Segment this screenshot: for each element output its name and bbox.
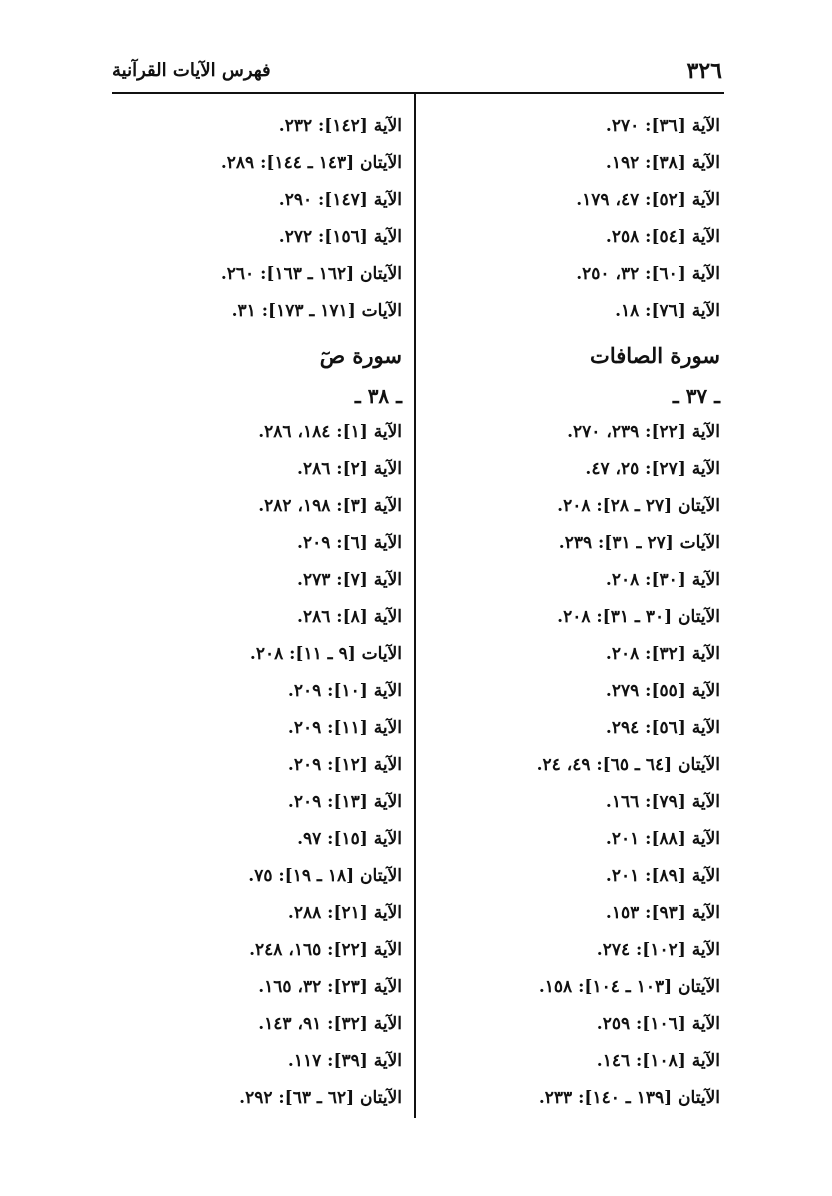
page-header: [112, 52, 722, 92]
verse-entry: الآية [١٢]: ٢٠٩.: [287, 755, 402, 775]
verse-entry: الآية [١٠٢]: ٢٧٤.: [596, 940, 720, 960]
verse-entry: الآية [٥٢]: ٤٧، ١٧٩.: [576, 190, 720, 210]
page-title: فهرس الآيات القرآنية: [112, 60, 271, 81]
verse-entry: الآيتان [٣٠ ـ ٣١]: ٢٠٨.: [557, 607, 720, 627]
verse-entry: الآية [٢٧]: ٢٥، ٤٧.: [585, 459, 720, 479]
verse-entry: الآية [٢٣]: ٣٢، ١٦٥.: [258, 977, 402, 997]
entries-block-surah-37-continued: [102, 108, 402, 330]
verse-entry: الآيتان [١٤٣ ـ ١٤٤]: ٢٨٩.: [220, 153, 402, 173]
verse-entry: الآيات [٩ ـ ١١]: ٢٠٨.: [249, 644, 402, 664]
column-divider: [414, 94, 416, 1118]
verse-entry: الآيتان [٦٤ ـ ٦٥]: ٤٩، ٢٤.: [536, 755, 720, 775]
verse-entry: الآية [١٤٧]: ٢٩٠.: [278, 190, 402, 210]
entries-block-surah-38: [102, 414, 402, 1117]
verse-entry: الآية [٧]: ٢٧٣.: [297, 570, 402, 590]
surah-number: ـ ٣٧ ـ: [672, 384, 720, 408]
verse-entry: الآية [٨٩]: ٢٠١.: [605, 866, 720, 886]
verse-entry: الآية [١٤٢]: ٢٣٢.: [278, 116, 402, 136]
verse-entry: الآية [٧٩]: ١٦٦.: [605, 792, 720, 812]
verse-entry: الآية [١٠٦]: ٢٥٩.: [596, 1014, 720, 1034]
verse-entry: الآية [٣٨]: ١٩٢.: [605, 153, 720, 173]
entries-block-surah-36-continued: [424, 108, 720, 330]
verse-entry: الآية [٢١]: ٢٨٨.: [287, 903, 402, 923]
verse-entry: الآية [٧٦]: ١٨.: [615, 301, 720, 321]
verse-entry: الآية [١٠]: ٢٠٩.: [287, 681, 402, 701]
verse-entry: الآية [٢٢]: ٢٣٩، ٢٧٠.: [567, 422, 720, 442]
verse-entry: الآية [٣٢]: ٢٠٨.: [605, 644, 720, 664]
verse-entry: الآية [٦]: ٢٠٩.: [297, 533, 402, 553]
verse-entry: الآيات [١٧١ ـ ١٧٣]: ٣١.: [231, 301, 402, 321]
verse-entry: الآية [١٣]: ٢٠٩.: [287, 792, 402, 812]
verse-entry: الآية [٨]: ٢٨٦.: [297, 607, 402, 627]
verse-entry: الآية [٣٦]: ٢٧٠.: [605, 116, 720, 136]
verse-entry: الآية [٦٠]: ٣٢، ٢٥٠.: [576, 264, 720, 284]
verse-entry: الآية [٥٤]: ٢٥٨.: [605, 227, 720, 247]
verse-entry: الآيات [٢٧ ـ ٣١]: ٢٣٩.: [558, 533, 720, 553]
verse-entry: الآيتان [٦٢ ـ ٦٣]: ٢٩٢.: [239, 1088, 402, 1108]
surah-title: سورة الصافات: [590, 343, 720, 368]
verse-entry: الآية [٢]: ٢٨٦.: [297, 459, 402, 479]
verse-entry: الآية [٥٥]: ٢٧٩.: [605, 681, 720, 701]
verse-entry: الآيتان [١٨ ـ ١٩]: ٧٥.: [248, 866, 402, 886]
verse-entry: الآية [٣٢]: ٩١، ١٤٣.: [258, 1014, 402, 1034]
verse-entry: الآية [٣٠]: ٢٠٨.: [605, 570, 720, 590]
verse-entry: الآية [١]: ١٨٤، ٢٨٦.: [258, 422, 402, 442]
verse-entry: الآية [١٥٦]: ٢٧٢.: [278, 227, 402, 247]
verse-entry: الآية [٣]: ١٩٨، ٢٨٢.: [258, 496, 402, 516]
verse-entry: الآيتان [١٦٢ ـ ١٦٣]: ٢٦٠.: [220, 264, 402, 284]
verse-entry: الآية [١٠٨]: ١٤٦.: [596, 1051, 720, 1071]
verse-entry: الآية [١٥]: ٩٧.: [297, 829, 402, 849]
left-column: [102, 108, 402, 1117]
verse-entry: الآيتان [١٠٣ ـ ١٠٤]: ١٥٨.: [538, 977, 720, 997]
verse-entry: الآية [٣٩]: ١١٧.: [287, 1051, 402, 1071]
verse-entry: الآيتان [١٣٩ ـ ١٤٠]: ٢٣٣.: [538, 1088, 720, 1108]
verse-entry: الآية [٥٦]: ٢٩٤.: [605, 718, 720, 738]
surah-title: سورة صٓ: [319, 343, 402, 368]
page-number: ٣٢٦: [686, 58, 722, 84]
entries-block-surah-37: [424, 414, 720, 1117]
verse-entry: الآية [٩٣]: ١٥٣.: [605, 903, 720, 923]
verse-entry: الآية [٢٢]: ١٦٥، ٢٤٨.: [249, 940, 402, 960]
surah-number: ـ ٣٨ ـ: [354, 384, 402, 408]
verse-entry: الآية [٨٨]: ٢٠١.: [605, 829, 720, 849]
header-rule: [112, 92, 724, 94]
right-column: [424, 108, 720, 1117]
verse-entry: الآية [١١]: ٢٠٩.: [287, 718, 402, 738]
verse-entry: الآيتان [٢٧ ـ ٢٨]: ٢٠٨.: [557, 496, 720, 516]
